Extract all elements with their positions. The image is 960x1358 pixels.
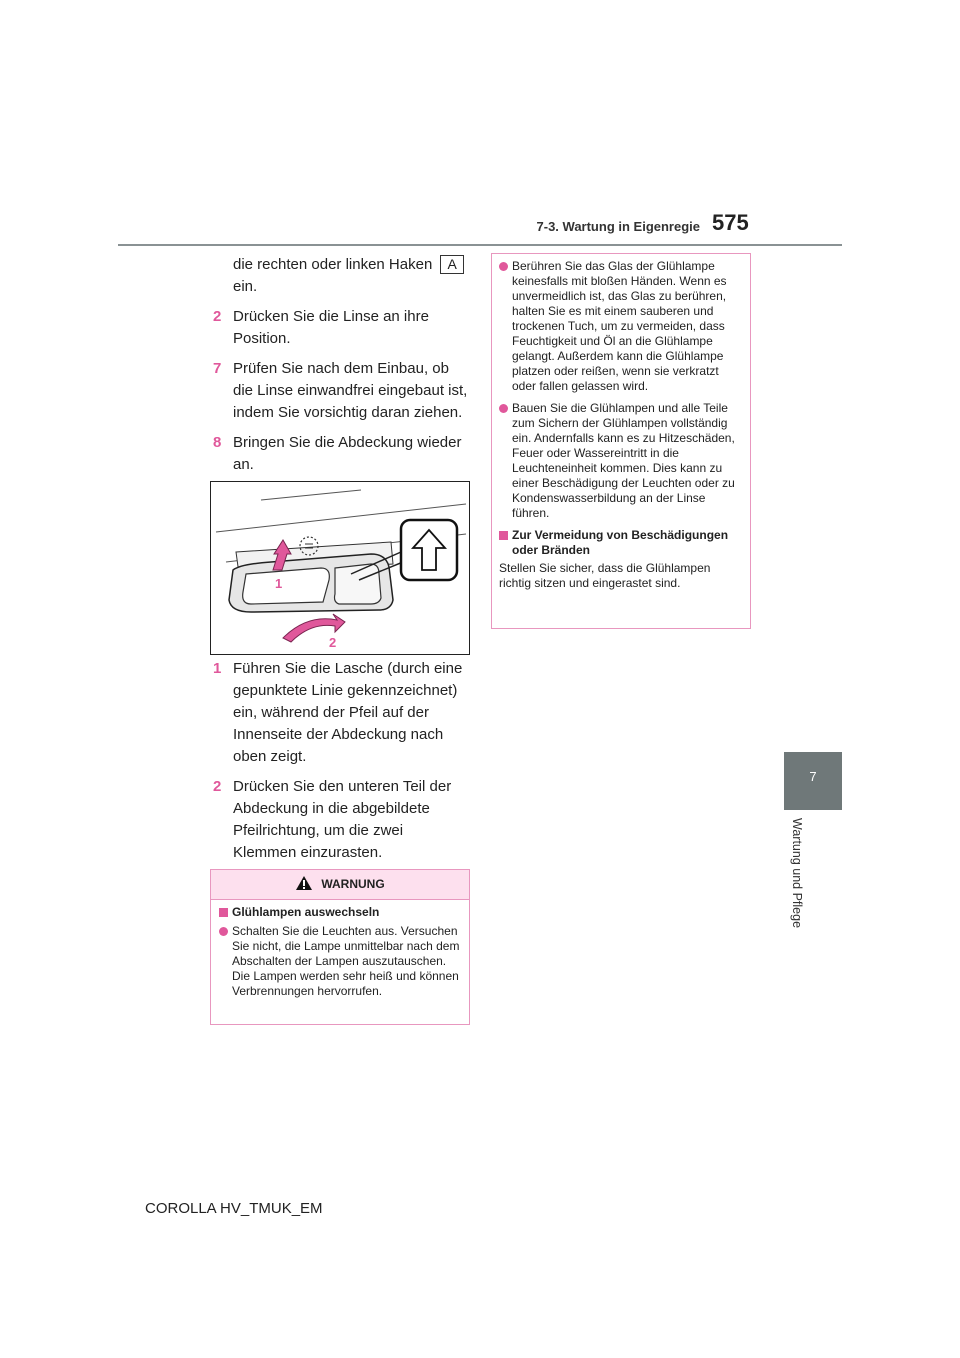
header-section-title: 7-3. Wartung in Eigenregie	[536, 219, 700, 234]
step-item	[210, 358, 470, 424]
step-number: 2	[213, 778, 222, 795]
callout-2: 2	[329, 635, 337, 650]
step-item	[210, 432, 470, 476]
square-bullet-icon	[219, 908, 228, 917]
right-box-body	[492, 254, 750, 591]
step-text: Führen Sie die Lasche (durch eine gepunktete Linie gekennzeichnet) ein, während der Pfeil auf der Innenseite der Abdeckung nach oben zeigt.	[233, 660, 463, 765]
square-bullet-icon	[499, 531, 508, 540]
warning-heading: Glühlampen auswechseln	[219, 905, 461, 920]
step-item	[210, 776, 470, 864]
right-box-heading: Zur Vermeidung von Beschädigungen oder Bränden	[499, 528, 744, 558]
right-bullet: Berühren Sie das Glas der Glühlampe keinesfalls mit bloßen Händen. Wenn es unvermeidlich ist, das Glas zu berühren, halten Sie es mit einem sauberen und trockenen Tuch, um zu vermeiden, dass Feuchtigkeit und Öl an die Glühlampe gelangt. Außerdem kann die Glühlampe platzen oder reißen, wenn sie verkratzt oder fallen gelassen wird.	[499, 259, 744, 394]
step-text: Drücken Sie die Linse an ihre Position.	[233, 308, 429, 347]
step-item	[210, 306, 470, 350]
bullet-dot-icon	[499, 262, 508, 271]
step-number: 7	[213, 360, 222, 377]
label-a-box: A	[440, 255, 463, 274]
step-continuation: die rechten oder linken Haken A ein.	[210, 254, 470, 298]
step-text: Prüfen Sie nach dem Einbau, ob die Linse einwandfrei eingebaut ist, indem Sie vorsichtig daran ziehen.	[233, 360, 468, 421]
chapter-title: Wartung und Pflege	[790, 818, 804, 929]
warning-body	[211, 900, 469, 999]
warning-title: WARNUNG	[321, 877, 385, 891]
figure-drawing	[211, 482, 469, 654]
right-warning-continuation	[491, 253, 751, 629]
left-column	[210, 254, 470, 484]
step-number: 1	[213, 660, 222, 677]
right-bullet: Bauen Sie die Glühlampen und alle Teile zum Sichern der Glühlampen vollständig ein. Andernfalls kann es zu Hitzeschäden, Feuer oder Wassereintritt in die Leuchteneinheit kommen. Dies kann zu einer Beschädigung der Leuchten oder zu Kondenswasserbildung an der Linse führen.	[499, 401, 744, 521]
header-rule	[118, 244, 842, 246]
warning-header	[211, 870, 469, 900]
warning-triangle-icon	[295, 873, 313, 902]
right-box-text: Stellen Sie sicher, dass die Glühlampen richtig sitzen und eingerastet sind.	[499, 561, 711, 590]
chapter-tab: 7	[784, 752, 842, 810]
left-column-steps-b	[210, 658, 470, 872]
step-text: Bringen Sie die Abdeckung wieder an.	[233, 434, 462, 473]
bullet-dot-icon	[499, 404, 508, 413]
page-number: 575	[712, 210, 749, 235]
warning-bullet: Schalten Sie die Leuchten aus. Versuchen Sie nicht, die Lampe unmittelbar nach dem Abschalten der Lampen auszutauschen. Die Lampen werden sehr heiß und können Verbrennungen hervorrufen.	[219, 924, 461, 999]
step-text: Drücken Sie den unteren Teil der Abdeckung in die abgebildete Pfeilrichtung, um die zwei Klemmen einzurasten.	[233, 778, 452, 861]
bullet-dot-icon	[219, 927, 228, 936]
cover-installation-figure	[210, 481, 470, 655]
step-item	[210, 658, 470, 768]
step-number: 2	[213, 308, 222, 325]
step-number: 8	[213, 434, 222, 451]
callout-1: 1	[275, 576, 283, 591]
footer-model-code: COROLLA HV_TMUK_EM	[145, 1200, 323, 1217]
warning-box	[210, 869, 470, 1025]
